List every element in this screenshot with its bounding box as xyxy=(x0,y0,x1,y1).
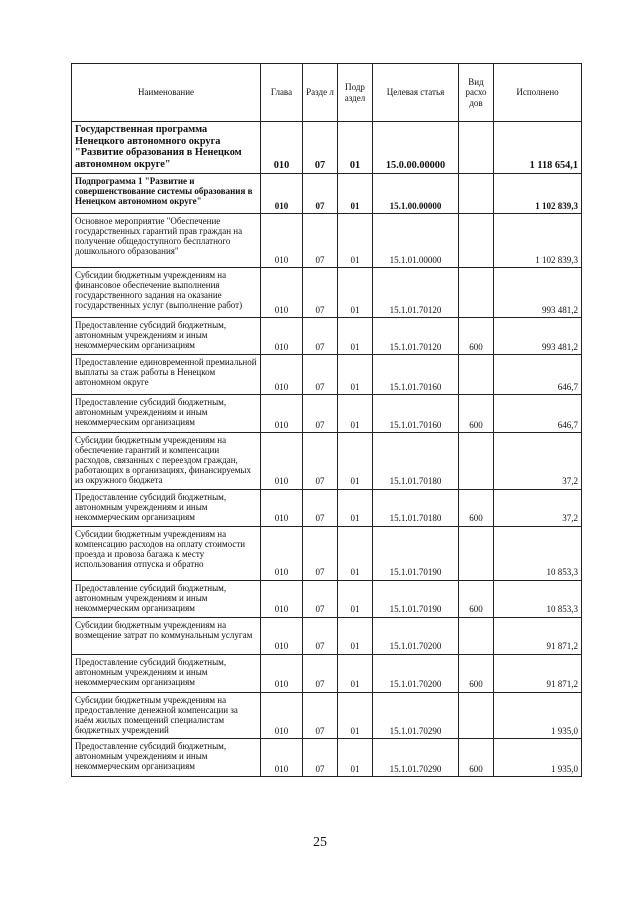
row-target: 15.1.01.70180 xyxy=(373,433,459,489)
table-row xyxy=(72,122,582,174)
header-executed: Исполнено xyxy=(494,64,582,122)
row-amount: 91 871,2 xyxy=(494,654,582,692)
row-amount: 1 935,0 xyxy=(494,738,582,776)
row-podrazdel: 01 xyxy=(338,268,373,318)
row-target: 15.1.01.70290 xyxy=(373,738,459,776)
row-razdel: 07 xyxy=(303,318,338,355)
table-row xyxy=(72,214,582,268)
row-glava: 010 xyxy=(261,433,303,489)
row-vid: 600 xyxy=(459,654,494,692)
table-row xyxy=(72,738,582,776)
row-podrazdel: 01 xyxy=(338,174,373,214)
row-amount: 10 853,3 xyxy=(494,580,582,617)
row-glava: 010 xyxy=(261,617,303,654)
row-podrazdel: 01 xyxy=(338,122,373,174)
row-glava: 010 xyxy=(261,738,303,776)
row-name: Субсидии бюджетным учреждениям на предоставление денежной компенсации за наём жилых помещений специалистам бюджетных учреждений xyxy=(72,692,261,738)
row-vid xyxy=(459,526,494,580)
row-vid: 600 xyxy=(459,738,494,776)
row-razdel: 07 xyxy=(303,654,338,692)
row-vid xyxy=(459,355,494,395)
row-name: Предоставление субсидий бюджетным, автономным учреждениям и иным некоммерческим организациям xyxy=(72,318,261,355)
row-amount: 37,2 xyxy=(494,489,582,526)
row-vid xyxy=(459,122,494,174)
row-target: 15.1.01.70160 xyxy=(373,395,459,433)
header-glava: Глава xyxy=(261,64,303,122)
row-name: Субсидии бюджетным учреждениям на компенсацию расходов на оплату стоимости проезда и провоза багажа к месту использования отпуска и обратно xyxy=(72,526,261,580)
row-razdel: 07 xyxy=(303,395,338,433)
row-podrazdel: 01 xyxy=(338,318,373,355)
row-target: 15.1.01.00000 xyxy=(373,214,459,268)
row-razdel: 07 xyxy=(303,355,338,395)
row-glava: 010 xyxy=(261,214,303,268)
row-podrazdel: 01 xyxy=(338,580,373,617)
row-podrazdel: 01 xyxy=(338,433,373,489)
budget-table xyxy=(71,63,582,777)
row-vid: 600 xyxy=(459,395,494,433)
row-razdel: 07 xyxy=(303,617,338,654)
table-row xyxy=(72,489,582,526)
row-podrazdel: 01 xyxy=(338,355,373,395)
row-vid xyxy=(459,433,494,489)
row-target: 15.0.00.00000 xyxy=(373,122,459,174)
table-row xyxy=(72,355,582,395)
row-razdel: 07 xyxy=(303,174,338,214)
row-razdel: 07 xyxy=(303,122,338,174)
row-podrazdel: 01 xyxy=(338,214,373,268)
row-amount: 37,2 xyxy=(494,433,582,489)
table-row xyxy=(72,268,582,318)
row-razdel: 07 xyxy=(303,580,338,617)
table-header-row xyxy=(72,64,582,122)
header-podrazdel: Подр аздел xyxy=(338,64,373,122)
row-razdel: 07 xyxy=(303,489,338,526)
row-vid xyxy=(459,214,494,268)
header-vid: Вид расхо дов xyxy=(459,64,494,122)
row-target: 15.1.01.70200 xyxy=(373,654,459,692)
row-amount: 1 935,0 xyxy=(494,692,582,738)
row-amount: 1 102 839,3 xyxy=(494,174,582,214)
row-razdel: 07 xyxy=(303,214,338,268)
table-row xyxy=(72,318,582,355)
row-glava: 010 xyxy=(261,268,303,318)
row-amount: 646,7 xyxy=(494,355,582,395)
table-row xyxy=(72,617,582,654)
row-glava: 010 xyxy=(261,526,303,580)
row-amount: 993 481,2 xyxy=(494,318,582,355)
row-vid xyxy=(459,617,494,654)
row-target: 15.1.00.00000 xyxy=(373,174,459,214)
row-glava: 010 xyxy=(261,580,303,617)
row-name: Субсидии бюджетным учреждениям на финансовое обеспечение выполнения государственного задания на оказание государственных услуг (выполнение работ) xyxy=(72,268,261,318)
row-vid xyxy=(459,174,494,214)
row-glava: 010 xyxy=(261,489,303,526)
row-amount: 646,7 xyxy=(494,395,582,433)
row-amount: 1 118 654,1 xyxy=(494,122,582,174)
row-glava: 010 xyxy=(261,692,303,738)
row-amount: 993 481,2 xyxy=(494,268,582,318)
row-glava: 010 xyxy=(261,654,303,692)
row-name: Подпрограмма 1 "Развитие и совершенствование системы образования в Ненецком автономном округе" xyxy=(72,174,261,214)
row-name: Основное мероприятие "Обеспечение государственных гарантий прав граждан на получение общедоступного бесплатного дошкольного образования" xyxy=(72,214,261,268)
header-name: Наименование xyxy=(72,64,261,122)
row-podrazdel: 01 xyxy=(338,692,373,738)
row-name: Субсидии бюджетным учреждениям на обеспечение гарантий и компенсации расходов, связанных с переездом граждан, работающих в организациях, финансируемых из окружного бюджета xyxy=(72,433,261,489)
row-vid xyxy=(459,268,494,318)
row-glava: 010 xyxy=(261,355,303,395)
row-podrazdel: 01 xyxy=(338,738,373,776)
page-number: 25 xyxy=(313,835,327,850)
row-target: 15.1.01.70120 xyxy=(373,318,459,355)
row-vid: 600 xyxy=(459,318,494,355)
header-razdel: Разде л xyxy=(303,64,338,122)
row-razdel: 07 xyxy=(303,692,338,738)
row-razdel: 07 xyxy=(303,433,338,489)
row-target: 15.1.01.70290 xyxy=(373,692,459,738)
table-row xyxy=(72,526,582,580)
row-amount: 1 102 839,3 xyxy=(494,214,582,268)
row-amount: 10 853,3 xyxy=(494,526,582,580)
row-glava: 010 xyxy=(261,318,303,355)
row-glava: 010 xyxy=(261,174,303,214)
table-row xyxy=(72,692,582,738)
header-target: Целевая статья xyxy=(373,64,459,122)
table-row xyxy=(72,395,582,433)
row-podrazdel: 01 xyxy=(338,395,373,433)
row-target: 15.1.01.70120 xyxy=(373,268,459,318)
row-name: Предоставление субсидий бюджетным, автономным учреждениям и иным некоммерческим организациям xyxy=(72,580,261,617)
row-glava: 010 xyxy=(261,122,303,174)
row-podrazdel: 01 xyxy=(338,489,373,526)
row-target: 15.1.01.70160 xyxy=(373,355,459,395)
row-name: Предоставление субсидий бюджетным, автономным учреждениям и иным некоммерческим организациям xyxy=(72,395,261,433)
row-name: Предоставление единовременной премиальной выплаты за стаж работы в Ненецком автономном округе xyxy=(72,355,261,395)
table-row xyxy=(72,580,582,617)
row-vid: 600 xyxy=(459,489,494,526)
row-razdel: 07 xyxy=(303,526,338,580)
row-razdel: 07 xyxy=(303,268,338,318)
row-name: Субсидии бюджетным учреждениям на возмещение затрат по коммунальным услугам xyxy=(72,617,261,654)
row-podrazdel: 01 xyxy=(338,526,373,580)
row-name: Государственная программа Ненецкого автономного округа "Развитие образования в Ненецком автономном округе" xyxy=(72,122,261,174)
row-target: 15.1.01.70180 xyxy=(373,489,459,526)
row-target: 15.1.01.70190 xyxy=(373,526,459,580)
row-vid: 600 xyxy=(459,580,494,617)
row-target: 15.1.01.70190 xyxy=(373,580,459,617)
row-podrazdel: 01 xyxy=(338,617,373,654)
row-name: Предоставление субсидий бюджетным, автономным учреждениям и иным некоммерческим организациям xyxy=(72,738,261,776)
table-row xyxy=(72,174,582,214)
row-name: Предоставление субсидий бюджетным, автономным учреждениям и иным некоммерческим организациям xyxy=(72,654,261,692)
row-amount: 91 871,2 xyxy=(494,617,582,654)
row-glava: 010 xyxy=(261,395,303,433)
table-row xyxy=(72,654,582,692)
row-name: Предоставление субсидий бюджетным, автономным учреждениям и иным некоммерческим организациям xyxy=(72,489,261,526)
table-row xyxy=(72,433,582,489)
row-vid xyxy=(459,692,494,738)
row-razdel: 07 xyxy=(303,738,338,776)
row-podrazdel: 01 xyxy=(338,654,373,692)
row-target: 15.1.01.70200 xyxy=(373,617,459,654)
